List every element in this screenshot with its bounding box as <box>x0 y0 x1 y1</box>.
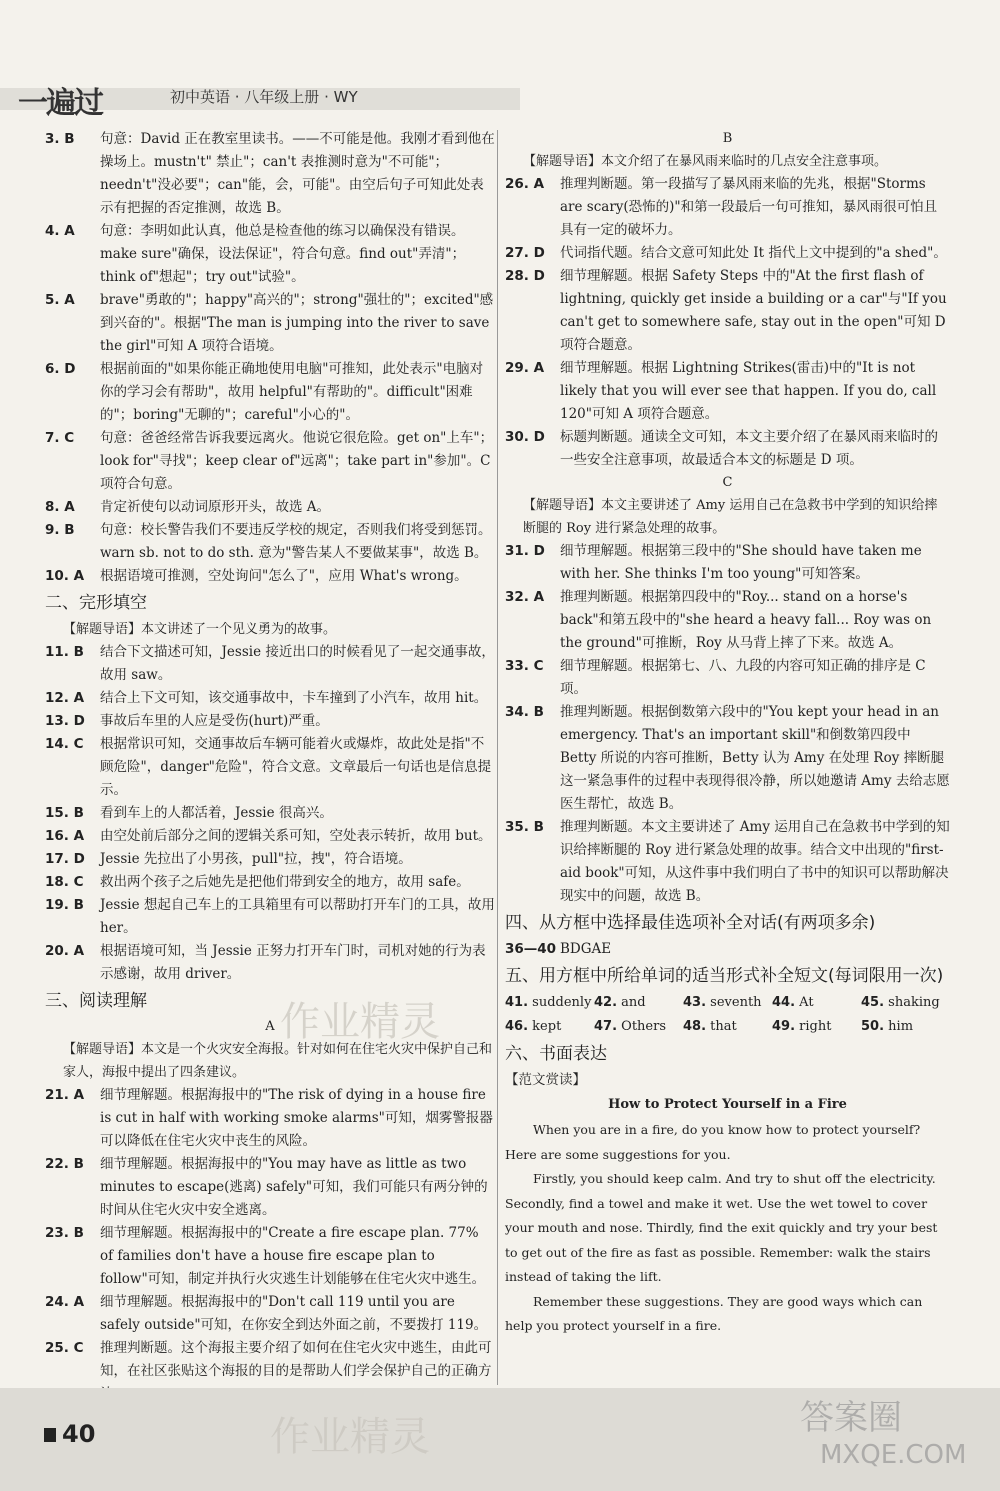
answer-item <box>45 894 495 940</box>
answer-number: 7. C <box>45 430 75 446</box>
column-divider <box>497 130 498 1385</box>
answer-explanation: 推理判断题。第一段描写了暴风雨来临的先兆，根据"Storms are scary(恐怖的)"和第一段最后一句可推知，暴风雨很可怕且具有一定的破坏力。 <box>560 176 938 238</box>
word-answer-value: At <box>799 995 814 1010</box>
guide-reading-a: 【解题导语】本文是一个火灾安全海报。针对如何在住宅火灾中保护自己和家人，海报中提出了四条建议。 <box>63 1042 493 1080</box>
answer-number: 24. A <box>45 1294 85 1310</box>
answer-explanation: 事故后车里的人应是受伤(hurt)严重。 <box>100 713 329 729</box>
answer-explanation: 根据语境可知，当 Jessie 正努力打开车门时，司机对她的行为表示感谢，故用 driver。 <box>100 943 486 982</box>
footer-watermark: 作业精灵 <box>270 1414 430 1460</box>
answer-item <box>45 358 495 427</box>
answer-explanation: 细节理解题。根据海报中的"The risk of dying in a house fire is cut in half with working smoke alarms"可知，烟雾警报器可以降低在住宅火灾中丧生的风险。 <box>100 1087 493 1149</box>
word-answer-number: 48. <box>683 1019 707 1034</box>
essay-paragraph: When you are in a fire, do you know how to protect yourself? Here are some suggestions for you. <box>505 1122 921 1162</box>
answer-item <box>45 710 495 733</box>
answer-number: 18. C <box>45 874 84 890</box>
answer-number: 13. D <box>45 713 85 729</box>
answer-explanation: 细节理解题。根据海报中的"Create a fire escape plan. 77% of families don't have a house fire escape plan to follow"可知，制定并执行火灾逃生计划能够在住宅火灾中逃生。 <box>100 1225 486 1287</box>
answer-explanation: 细节理解题。根据 Lightning Strikes(雷击)中的"It is not likely that you will ever see that happen. If you do, call 120"可知 A 项符合题意。 <box>560 360 937 422</box>
answer-number: 4. A <box>45 223 75 239</box>
answer-item <box>45 641 495 687</box>
answer-explanation: 看到车上的人都活着，Jessie 很高兴。 <box>100 805 333 821</box>
word-answer <box>772 1015 861 1039</box>
left-column <box>45 128 495 1406</box>
word-answer-value: Others <box>621 1019 667 1034</box>
word-answer <box>683 1015 772 1039</box>
passage-label-b: B <box>722 131 733 146</box>
answers-cloze <box>45 641 495 986</box>
answer-item <box>45 1153 495 1222</box>
word-answer <box>683 991 772 1015</box>
answer-item <box>45 565 495 588</box>
answer-explanation: 句意：David 正在教室里读书。——不可能是他。我刚才看到他在操场上。mustn't" 禁止"；can't 表推测时意为"不可能"；needn't"没必要"；can"能，会，可能"。由空后句子可知此处表示有把握的否定推测，故选 B。 <box>100 131 495 216</box>
answer-number: 35. B <box>505 819 544 835</box>
answer-number: 21. A <box>45 1087 85 1103</box>
answer-number: 26. A <box>505 176 545 192</box>
answer-number: 16. A <box>45 828 85 844</box>
guide-cloze: 【解题导语】本文讲述了一个见义勇为的故事。 <box>63 622 337 637</box>
answer-item <box>45 871 495 894</box>
answer-item <box>505 357 950 426</box>
answer-explanation: 结合上下文可知，该交通事故中，卡车撞到了小汽车，故用 hit。 <box>100 690 488 706</box>
answer-item <box>45 289 495 358</box>
model-essay <box>505 1118 950 1339</box>
word-answer-value: right <box>799 1019 832 1034</box>
answer-item <box>45 687 495 710</box>
answer-item <box>45 848 495 871</box>
section-heading-cloze: 二、完形填空 <box>45 593 147 613</box>
section-heading-writing: 六、书面表达 <box>505 1044 607 1064</box>
answer-explanation: 根据常识可知，交通事故后车辆可能着火或爆炸，故此处是指"不顾危险"，danger"危险"，符合文意。文章最后一句话也是信息提示。 <box>100 736 492 798</box>
answer-explanation: 由空处前后部分之间的逻辑关系可知，空处表示转折，故用 but。 <box>100 828 492 844</box>
answer-explanation: 句意：李明如此认真，他总是检查他的练习以确保没有错误。make sure"确保，设法保证"，符合句意。find out"弄清"；think of"想起"；try out"试验"。 <box>100 223 466 285</box>
answer-item <box>45 802 495 825</box>
answer-number: 8. A <box>45 499 75 515</box>
passage-label-c: C <box>722 475 733 490</box>
dialogue-answer-num: 36—40 <box>505 941 557 957</box>
answer-item <box>505 265 950 357</box>
word-answer-number: 50. <box>861 1019 885 1034</box>
answer-number: 25. C <box>45 1340 84 1356</box>
book-subtitle: 初中英语 · 八年级上册 · WY <box>170 88 358 106</box>
answer-number: 11. B <box>45 644 84 660</box>
answers-reading-c <box>505 540 950 908</box>
word-answer-value: shaking <box>888 995 940 1010</box>
answer-item <box>45 940 495 986</box>
answer-explanation: 结合下文描述可知，Jessie 接近出口的时候看见了一起交通事故，故用 saw。 <box>100 644 495 683</box>
answer-number: 3. B <box>45 131 75 147</box>
word-answer-number: 47. <box>594 1019 618 1034</box>
answer-number: 20. A <box>45 943 85 959</box>
answer-number: 5. A <box>45 292 75 308</box>
page-number: 40 <box>62 1420 96 1448</box>
essay-paragraph: Firstly, you should keep calm. And try to shut off the electricity. Secondly, find a towel and make it wet. Use the wet towel to cover your mouth and nose. Thirdly, find the exit quickly and try your best to get out of the fire as fast as possible. Remember: walk the stairs instead of taking the lift. <box>505 1171 938 1284</box>
answer-item <box>505 426 950 472</box>
answer-item <box>505 586 950 655</box>
answer-explanation: 根据语境可推测，空处询问"怎么了"，应用 What's wrong。 <box>100 568 468 584</box>
answer-item <box>505 655 950 701</box>
dialogue-answers <box>505 938 950 961</box>
answer-item <box>505 701 950 816</box>
answer-number: 29. A <box>505 360 545 376</box>
watermark-text: 作业精灵 <box>280 999 440 1045</box>
answer-item <box>45 220 495 289</box>
guide-reading-c: 【解题导语】本文主要讲述了 Amy 运用自己在急救书中学到的知识给摔断腿的 Roy 进行紧急处理的故事。 <box>523 498 938 536</box>
answer-number: 27. D <box>505 245 545 261</box>
answer-explanation: Jessie 想起自己车上的工具箱里有可以帮助打开车门的工具，故用 her。 <box>100 897 495 936</box>
answer-item <box>45 1222 495 1291</box>
answer-item <box>45 427 495 496</box>
brand-logo: 一遍过 <box>18 86 102 121</box>
word-answer <box>594 1015 683 1039</box>
answer-item <box>505 816 950 908</box>
answer-number: 19. B <box>45 897 84 913</box>
answer-explanation: 根据前面的"如果你能正确地使用电脑"可推知，此处表示"电脑对你的学习会有帮助"，故用 helpful"有帮助的"。difficult"困难的"；boring"无聊的"；careful"小心的"。 <box>100 361 484 423</box>
answer-explanation: 推理判断题。根据倒数第六段中的"You kept your head in an emergency. That's an important skill"和倒数第四段中 Betty 所说的内容可推断，Betty 认为 Amy 在处理 Roy 摔断腿这一紧急事件的过程中表现得很冷静，所以她邀请 Amy 去给志愿医生帮忙，故选 B。 <box>560 704 950 812</box>
answer-number: 31. D <box>505 543 545 559</box>
answer-explanation: 推理判断题。这个海报主要介绍了如何在住宅火灾中逃生，由此可知，在社区张贴这个海报的目的是帮助人们学会保护自己的正确方 <box>100 1340 492 1379</box>
word-answer-number: 41. <box>505 995 529 1010</box>
answer-number: 30. D <box>505 429 545 445</box>
answer-explanation: 救出两个孩子之后她先是把他们带到安全的地方，故用 safe。 <box>100 874 470 890</box>
answer-explanation: Jessie 先拉出了小男孩，pull"拉，拽"，符合语境。 <box>100 851 412 867</box>
answer-explanation: 句意：爸爸经常告诉我要远离火。他说它很危险。get on"上车"；look for"寻找"；keep clear of"远离"；take part in"参加"。C 项符合句意。 <box>100 430 494 492</box>
word-answer-value: and <box>621 995 646 1010</box>
answer-explanation: 细节理解题。根据 Safety Steps 中的"At the first flash of lightning, quickly get inside a building or a car"与"If you can't get to somewhere safe, stay out in the open"可知 D 项符合题意。 <box>560 268 947 353</box>
answer-number: 14. C <box>45 736 84 752</box>
page-marker-icon <box>44 1428 56 1442</box>
word-answer-value: kept <box>532 1019 562 1034</box>
answer-number: 6. D <box>45 361 76 377</box>
dialogue-answer-text: BDGAE <box>560 941 612 957</box>
answer-explanation: 细节理解题。根据海报中的"Don't call 119 until you are safely outside"可知，在你安全到达外面之前，不要拨打 119。 <box>100 1294 488 1333</box>
word-answer-number: 44. <box>772 995 796 1010</box>
word-answer-number: 45. <box>861 995 885 1010</box>
essay-title: How to Protect Yourself in a Fire <box>608 1097 847 1112</box>
right-column <box>505 128 950 1339</box>
guide-reading-b: 【解题导语】本文介绍了在暴风雨来临时的几点安全注意事项。 <box>523 154 888 169</box>
answer-item <box>505 242 950 265</box>
answer-explanation: 推理判断题。根据第四段中的"Roy... stand on a horse's back"和第五段中的"she heard a heavy fall... Roy was on the ground"可推断，Roy 从马背上摔了下来。故选 A。 <box>560 589 932 651</box>
appreciation-label: 【范文赏读】 <box>505 1072 586 1088</box>
answer-item <box>45 1291 495 1337</box>
word-answers-row-1 <box>505 991 950 1015</box>
answer-explanation: 细节理解题。根据第七、八、九段的内容可知正确的排序是 C 项。 <box>560 658 926 697</box>
answer-item <box>45 496 495 519</box>
answer-number: 22. B <box>45 1156 84 1172</box>
answer-number: 23. B <box>45 1225 84 1241</box>
answer-item <box>45 128 495 220</box>
word-answers-row-2 <box>505 1015 950 1039</box>
answer-item <box>45 825 495 848</box>
answer-explanation: 代词指代题。结合文意可知此处 It 指代上文中提到的"a shed"。 <box>560 245 947 261</box>
section-heading-word-form: 五、用方框中所给单词的适当形式补全短文(每词限用一次) <box>505 966 944 986</box>
answer-explanation: 肯定祈使句以动词原形开头，故选 A。 <box>100 499 331 515</box>
answer-number: 17. D <box>45 851 85 867</box>
answer-number: 9. B <box>45 522 75 538</box>
word-answer <box>505 991 594 1015</box>
answer-number: 10. A <box>45 568 85 584</box>
answer-number: 15. B <box>45 805 84 821</box>
answer-item <box>45 519 495 565</box>
brand-watermark: 答案圈 <box>800 1398 902 1438</box>
page-header <box>0 0 1000 128</box>
answer-number: 34. B <box>505 704 544 720</box>
answer-number: 28. D <box>505 268 545 284</box>
word-answer-number: 42. <box>594 995 618 1010</box>
answer-item <box>45 1084 495 1153</box>
answer-number: 12. A <box>45 690 85 706</box>
word-answer <box>594 991 683 1015</box>
answer-explanation: 细节理解题。根据海报中的"You may have as little as two minutes to escape(逃离) safely"可知，我们可能只有两分钟的时间从住宅火灾中安全逃离。 <box>100 1156 488 1218</box>
section-heading-reading: 三、阅读理解 <box>45 991 147 1011</box>
answer-explanation: 句意：校长警告我们不要违反学校的规定，否则我们将受到惩罚。warn sb. not to do sth. 意为"警告某人不要做某事"，故选 B。 <box>100 522 492 561</box>
word-answer <box>861 1015 950 1039</box>
answers-reading-b <box>505 173 950 472</box>
answer-explanation: 标题判断题。通读全文可知，本文主要介绍了在暴风雨来临时的一些安全注意事项，故最适合本文的标题是 D 项。 <box>560 429 938 468</box>
word-answer-number: 43. <box>683 995 707 1010</box>
word-answer <box>772 991 861 1015</box>
answer-explanation: 细节理解题。根据第三段中的"She should have taken me with her. She thinks I'm too young"可知答案。 <box>560 543 922 582</box>
word-answer <box>505 1015 594 1039</box>
passage-label-a: A <box>265 1019 275 1034</box>
section-heading-dialogue: 四、从方框中选择最佳选项补全对话(有两项多余) <box>505 913 876 933</box>
answer-item <box>45 733 495 802</box>
site-watermark: MXQE.COM <box>820 1440 967 1470</box>
word-answer-value: suddenly <box>532 995 592 1010</box>
answer-number: 33. C <box>505 658 544 674</box>
answer-explanation: brave"勇敢的"；happy"高兴的"；strong"强壮的"；excited"感到兴奋的"。根据"The man is jumping into the river to save the girl"可知 A 项符合语境。 <box>100 292 494 354</box>
answer-item <box>505 173 950 242</box>
word-answer-number: 49. <box>772 1019 796 1034</box>
word-answer-value: him <box>888 1019 914 1034</box>
answers-reading-a <box>45 1084 495 1406</box>
essay-paragraph: Remember these suggestions. They are good ways which can help you protect yourself in a fire. <box>505 1293 923 1333</box>
answers-section-1 <box>45 128 495 588</box>
answer-item <box>505 540 950 586</box>
word-answer-value: that <box>710 1019 737 1034</box>
answer-number: 32. A <box>505 589 545 605</box>
answer-explanation: 推理判断题。本文主要讲述了 Amy 运用自己在急救书中学到的知识给摔断腿的 Roy 进行紧急处理的故事。结合文中出现的"first-aid book"可知，从这件事中我们明白了书中的知识可以帮助解决现实中的问题，故选 B。 <box>560 819 950 904</box>
word-answer <box>861 991 950 1015</box>
word-answer-value: seventh <box>710 995 762 1010</box>
word-answer-number: 46. <box>505 1019 529 1034</box>
